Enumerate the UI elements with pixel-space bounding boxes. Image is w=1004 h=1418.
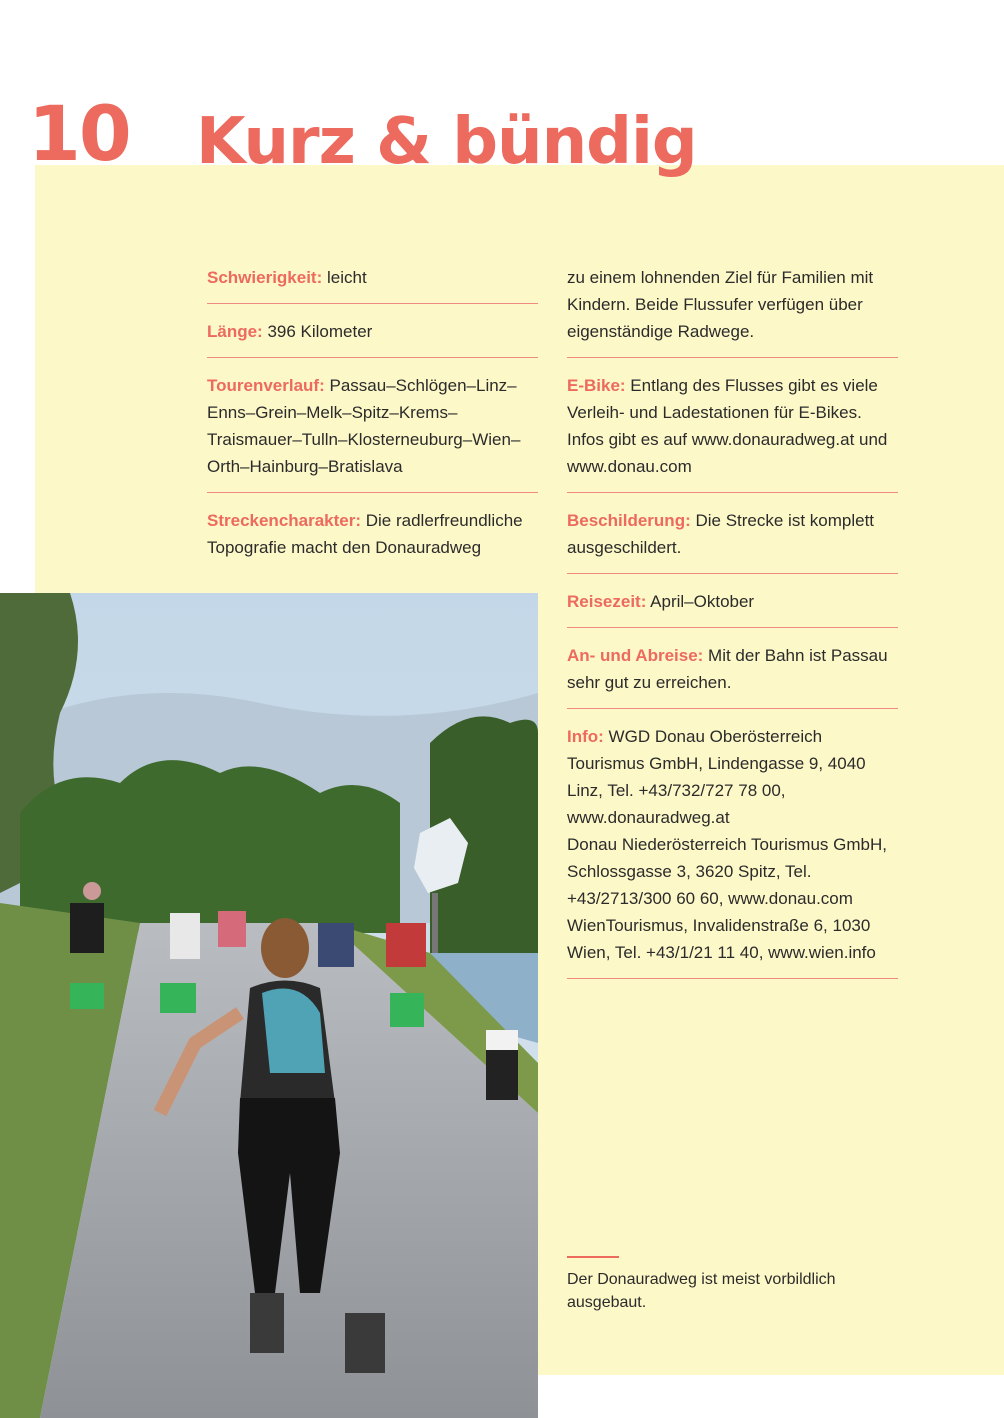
entry-text: Passau–Schlögen–Linz–Enns–Grein–Melk–Spitz–Krems–Traismauer–Tulln–Klosterneuburg–Wien–Orth–Hainburg–Bratislava — [207, 376, 521, 476]
entry-label: Länge: — [207, 322, 263, 341]
entry-info — [567, 723, 898, 979]
entry-ebike — [567, 372, 898, 493]
info-line-1 — [567, 723, 898, 831]
left-column — [207, 264, 538, 587]
entry-text: Die radlerfreundliche Topografie macht den Donauradweg — [207, 511, 523, 557]
page-number: 10 — [28, 89, 130, 178]
entry-text: Mit der Bahn ist Passau sehr gut zu erreichen. — [567, 646, 888, 692]
entry-text: 396 Kilometer — [262, 322, 373, 341]
entry-anreise — [567, 642, 898, 709]
sign-pole — [432, 893, 438, 953]
entry-streckencharakter-continued — [567, 264, 898, 358]
entry-laenge — [207, 318, 538, 358]
entry-label: Info: — [567, 727, 604, 746]
caption-rule — [567, 1256, 619, 1258]
photo-caption: Der Donauradweg ist meist vorbildlich ausgebaut. — [567, 1271, 836, 1311]
entry-tourenverlauf — [207, 372, 538, 493]
page-title: Kurz & bündig — [196, 105, 697, 179]
entry-label: Reisezeit: — [567, 592, 647, 611]
bollard-base — [486, 1050, 518, 1100]
entry-label: Streckencharakter: — [207, 511, 362, 530]
entry-label: E-Bike: — [567, 376, 626, 395]
entry-text: April–Oktober — [646, 592, 755, 611]
entry-label: Beschilderung: — [567, 511, 691, 530]
entry-label: An- und Abreise: — [567, 646, 704, 665]
entry-streckencharakter — [207, 507, 538, 573]
entry-text: Entlang des Flusses gibt es viele Verleih- und Ladestationen für E-Bikes. Infos gibt es auf www.donauradweg.at und www.donau.com — [567, 376, 888, 476]
entry-label: Tourenverlauf: — [207, 376, 325, 395]
entry-text: zu einem lohnenden Ziel für Familien mit Kindern. Beide Flussufer verfügen über eigenständige Radwege. — [567, 268, 874, 341]
info-line-3: WienTourismus, Invalidenstraße 6, 1030 Wien, Tel. +43/1/21 11 40, www.wien.info — [567, 916, 876, 962]
photo-illustration — [0, 593, 538, 1418]
entry-schwierigkeit — [207, 264, 538, 304]
entry-text: WGD Donau Oberösterreich Tourismus GmbH, Lindengasse 9, 4040 Linz, Tel. +43/732/727 78 00, www.donauradweg.at — [567, 727, 866, 827]
inline-skater-photo — [0, 593, 538, 1418]
entry-text: leicht — [322, 268, 367, 287]
entry-label: Schwierigkeit: — [207, 268, 323, 287]
entry-reisezeit — [567, 588, 898, 628]
right-column — [567, 264, 898, 993]
entry-text: Die Strecke ist komplett ausgeschildert. — [567, 511, 875, 557]
entry-beschilderung — [567, 507, 898, 574]
info-line-2: Donau Niederösterreich Tourismus GmbH, Schlossgasse 3, 3620 Spitz, Tel. +43/2713/300 60 60, www.donau.com — [567, 835, 887, 908]
